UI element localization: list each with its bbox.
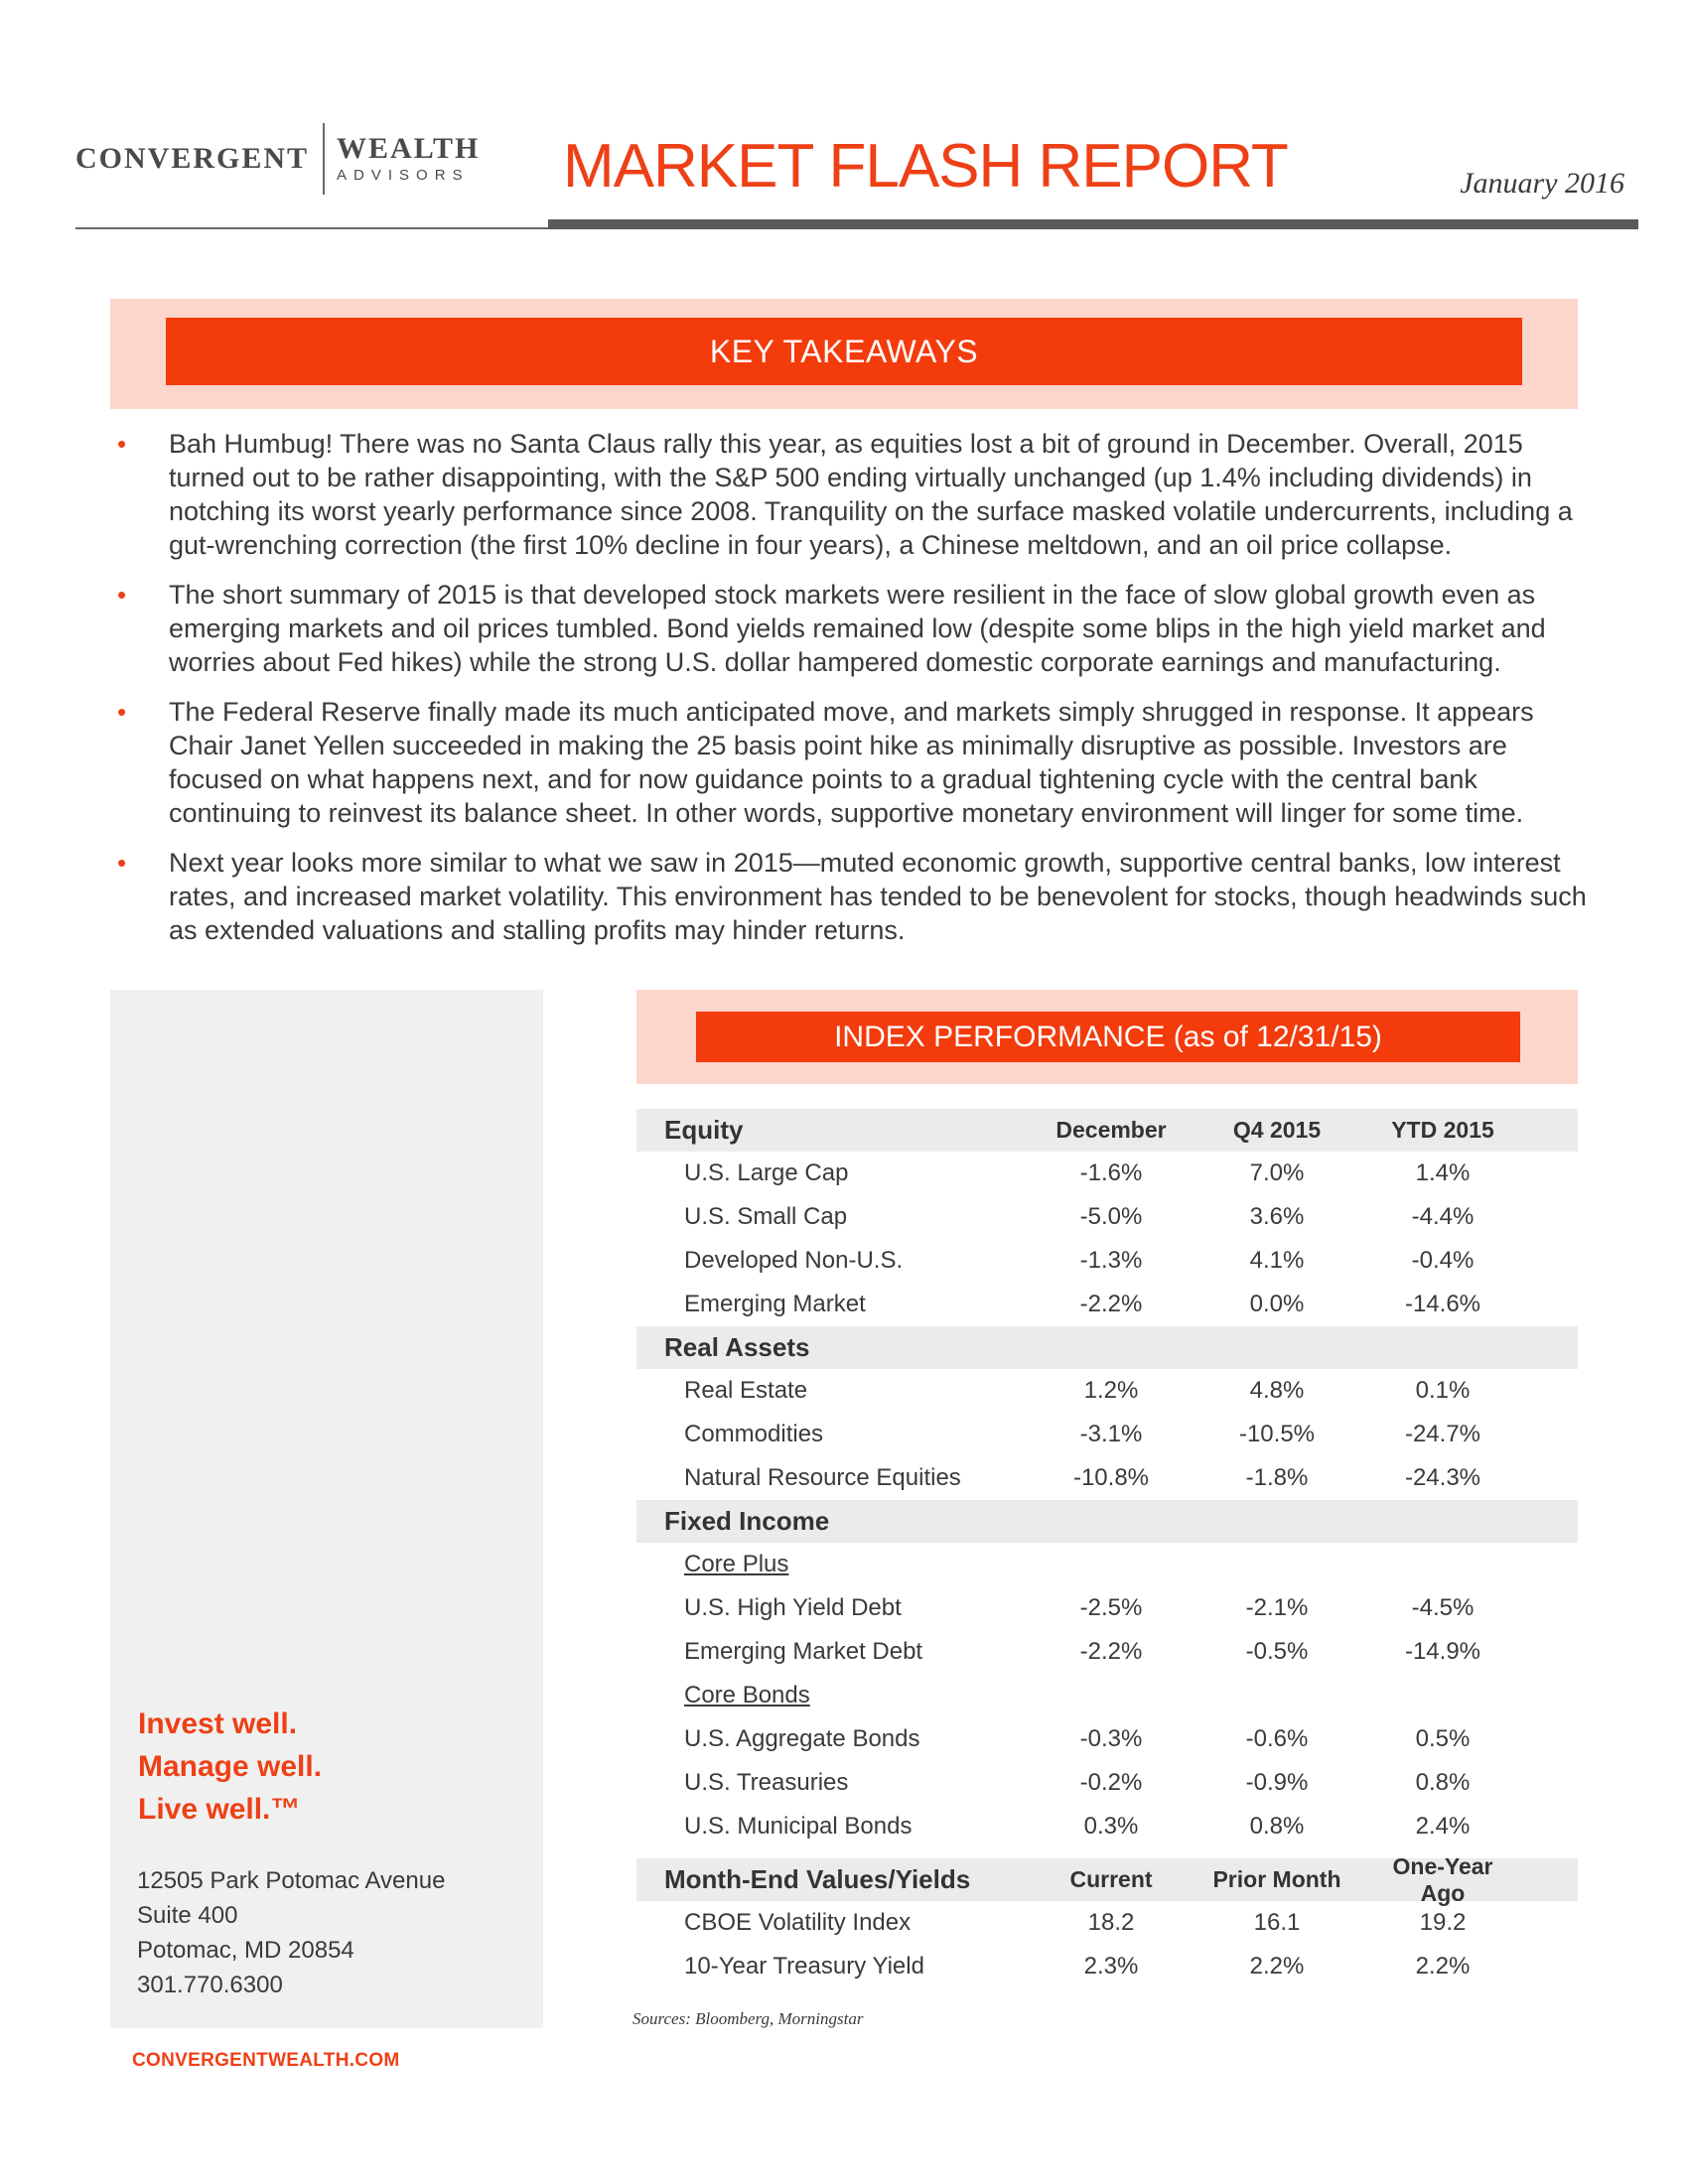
section-title: Fixed Income [664, 1506, 830, 1536]
key-takeaways-list [117, 427, 1587, 963]
cell-value: -3.1% [1079, 1421, 1143, 1447]
website-link[interactable]: CONVERGENTWEALTH.COM [132, 2050, 400, 2071]
index-performance-heading: INDEX PERFORMANCE (as of 12/31/15) [696, 1012, 1520, 1062]
row-label: U.S. High Yield Debt [684, 1594, 902, 1621]
logo-convergent: CONVERGENT [75, 142, 310, 175]
cell-value: 2.2% [1415, 1953, 1471, 1979]
cell-value: -2.5% [1079, 1594, 1143, 1621]
address-block [137, 1863, 445, 2002]
row-label: U.S. Large Cap [684, 1160, 849, 1186]
bullet-icon: • [117, 429, 127, 459]
cell-value: 0.1% [1415, 1377, 1471, 1404]
table-row [636, 1945, 1578, 1988]
report-title: MARKET FLASH REPORT [563, 132, 1288, 201]
header-rule-thick [548, 219, 1638, 229]
table-row [636, 1761, 1578, 1805]
section-title: Real Assets [664, 1332, 810, 1362]
tagline-line: Manage well. [138, 1750, 323, 1783]
table-row [636, 1717, 1578, 1761]
row-label: Emerging Market Debt [684, 1638, 923, 1665]
subsection-core-plus [636, 1543, 1578, 1586]
row-label: Developed Non-U.S. [684, 1247, 904, 1274]
takeaway-item [117, 695, 1587, 830]
cell-value: 4.8% [1249, 1377, 1305, 1404]
section-header-real-assets [636, 1326, 1578, 1369]
cell-value: 3.6% [1249, 1203, 1305, 1230]
cell-value: 2.3% [1083, 1953, 1139, 1979]
key-takeaways-heading: KEY TAKEAWAYS [166, 318, 1522, 385]
cell-value: -2.1% [1245, 1594, 1309, 1621]
address-street: 12505 Park Potomac Avenue [137, 1867, 446, 1894]
index-performance-band [636, 990, 1578, 1084]
column-header: YTD 2015 [1391, 1117, 1494, 1143]
row-label: U.S. Aggregate Bonds [684, 1725, 920, 1752]
cell-value: -0.2% [1079, 1769, 1143, 1796]
cell-value: 1.4% [1415, 1160, 1471, 1186]
cell-value: -24.7% [1404, 1421, 1481, 1447]
subsection-label: Core Plus [684, 1551, 789, 1577]
table-row [636, 1456, 1578, 1500]
cell-value: 0.3% [1083, 1813, 1139, 1840]
cell-value: 0.0% [1249, 1291, 1305, 1317]
table-row [636, 1901, 1578, 1945]
row-label: Commodities [684, 1421, 824, 1447]
cell-value: -2.2% [1079, 1291, 1143, 1317]
table-row [636, 1195, 1578, 1239]
tagline-line: Live well.™ [138, 1793, 301, 1826]
cell-value: 2.4% [1415, 1813, 1471, 1840]
cell-value: 2.2% [1249, 1953, 1305, 1979]
cell-value: -0.6% [1245, 1725, 1309, 1752]
report-date: January 2016 [1460, 167, 1624, 200]
cell-value: -0.3% [1079, 1725, 1143, 1752]
cell-value: 19.2 [1419, 1909, 1467, 1936]
cell-value: -1.8% [1245, 1464, 1309, 1491]
tagline [138, 1703, 322, 1831]
takeaway-text: Bah Humbug! There was no Santa Claus rally this year, as equities lost a bit of ground in December. Overall, 2015 turned out to be rather disappointing, with the S&P 500 ending virtually unchanged (up 1.4% including dividends) in notching its worst yearly performance since 2008. Tranquility on the surface masked volatile undercurrents, including a gut-wrenching correction (the first 10% decline in four years), a Chinese meltdown, and an oil price collapse. [169, 429, 1573, 560]
table-row [636, 1630, 1578, 1674]
row-label: U.S. Treasuries [684, 1769, 849, 1796]
subsection-core-bonds [636, 1674, 1578, 1717]
row-label: Emerging Market [684, 1291, 866, 1317]
cell-value: -10.8% [1072, 1464, 1150, 1491]
table-row [636, 1239, 1578, 1283]
key-takeaways-band [110, 299, 1578, 409]
bullet-icon: • [117, 848, 127, 878]
cell-value: -0.5% [1245, 1638, 1309, 1665]
cell-value: -1.3% [1079, 1247, 1143, 1274]
section-header-fixed-income [636, 1500, 1578, 1543]
section-title: Month-End Values/Yields [664, 1864, 971, 1894]
cell-value: 18.2 [1087, 1909, 1135, 1936]
table-row [636, 1413, 1578, 1456]
takeaway-text: Next year looks more similar to what we saw in 2015—muted economic growth, supportive central banks, low interest rates, and increased market volatility. This environment has tended to be benevolent for stocks, though headwinds such as extended valuations and stalling profits may hinder returns. [169, 848, 1587, 945]
table-row [636, 1586, 1578, 1630]
subsection-label: Core Bonds [684, 1682, 810, 1708]
cell-value: 0.5% [1415, 1725, 1471, 1752]
logo-wealth: WEALTH [337, 132, 481, 165]
cell-value: 0.8% [1415, 1769, 1471, 1796]
row-label: 10-Year Treasury Yield [684, 1953, 924, 1979]
header-rule-thin [75, 227, 548, 229]
logo-advisors: ADVISORS [337, 167, 470, 184]
cell-value: 4.1% [1249, 1247, 1305, 1274]
cell-value: -2.2% [1079, 1638, 1143, 1665]
cell-value: 0.8% [1249, 1813, 1305, 1840]
column-header: December [1055, 1117, 1167, 1143]
cell-value: -10.5% [1238, 1421, 1316, 1447]
cell-value: -24.3% [1404, 1464, 1481, 1491]
row-label: U.S. Small Cap [684, 1203, 848, 1230]
row-label: Natural Resource Equities [684, 1464, 961, 1491]
index-performance-table [636, 1109, 1578, 1988]
row-label: Real Estate [684, 1377, 808, 1404]
column-header: Prior Month [1212, 1866, 1341, 1892]
sources-note: Sources: Bloomberg, Morningstar [633, 2009, 864, 2028]
address-city: Potomac, MD 20854 [137, 1937, 354, 1964]
row-label: CBOE Volatility Index [684, 1909, 912, 1936]
cell-value: -4.5% [1411, 1594, 1475, 1621]
column-header: Current [1069, 1866, 1153, 1892]
section-header-equity [636, 1109, 1578, 1152]
cell-value: -0.4% [1411, 1247, 1475, 1274]
cell-value: -0.9% [1245, 1769, 1309, 1796]
table-row [636, 1283, 1578, 1326]
address-phone: 301.770.6300 [137, 1972, 283, 1998]
table-row [636, 1152, 1578, 1195]
bullet-icon: • [117, 580, 127, 610]
column-header: One-Year Ago [1392, 1852, 1493, 1906]
takeaway-text: The Federal Reserve finally made its much anticipated move, and markets simply shrugged in response. It appears Chair Janet Yellen succeeded in making the 25 basis point hike as minimally disruptive as possible. Investors are focused on what happens next, and for now guidance points to a gradual tightening cycle with the central bank continuing to reinvest its balance sheet. In other words, supportive monetary environment will linger for some time. [169, 697, 1534, 828]
row-label: U.S. Municipal Bonds [684, 1813, 913, 1840]
takeaway-item [117, 846, 1587, 947]
address-suite: Suite 400 [137, 1902, 238, 1929]
column-header: Q4 2015 [1232, 1117, 1322, 1143]
cell-value: -14.6% [1404, 1291, 1481, 1317]
bullet-icon: • [117, 697, 127, 727]
cell-value: 16.1 [1253, 1909, 1301, 1936]
section-header-month-end [636, 1852, 1578, 1906]
takeaway-item [117, 578, 1587, 679]
company-logo [75, 123, 480, 195]
cell-value: -14.9% [1404, 1638, 1481, 1665]
cell-value: 1.2% [1083, 1377, 1139, 1404]
takeaway-text: The short summary of 2015 is that developed stock markets were resilient in the face of slow global growth even as emerging markets and oil prices tumbled. Bond yields remained low (despite some blips in the high yield market and worries about Fed hikes) while the strong U.S. dollar hampered domestic corporate earnings and manufacturing. [169, 580, 1546, 677]
sidebar-panel [110, 990, 543, 2028]
table-row [636, 1369, 1578, 1413]
takeaway-item [117, 427, 1587, 562]
section-title: Equity [664, 1115, 744, 1145]
cell-value: -4.4% [1411, 1203, 1475, 1230]
cell-value: -1.6% [1079, 1160, 1143, 1186]
cell-value: 7.0% [1249, 1160, 1305, 1186]
tagline-line: Invest well. [138, 1707, 298, 1740]
cell-value: -5.0% [1079, 1203, 1143, 1230]
logo-right [325, 132, 480, 186]
table-row [636, 1805, 1578, 1848]
